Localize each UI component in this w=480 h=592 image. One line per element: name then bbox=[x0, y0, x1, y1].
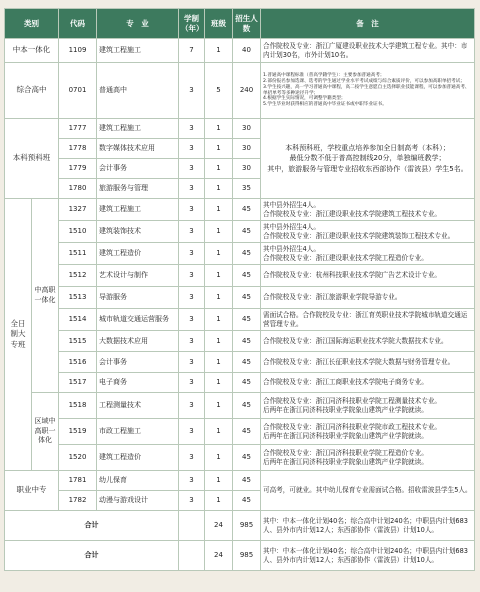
years-cell: 3 bbox=[179, 63, 205, 119]
classes-cell: 1 bbox=[205, 373, 233, 393]
code-cell: 1327 bbox=[59, 199, 97, 221]
note-cell: 合作院校及专业：浙江同济科技职业学院市政工程技术专业。 后两年在浙江同济科技职业学院象山建筑产业学院就读。 bbox=[261, 419, 475, 445]
table-row bbox=[5, 373, 475, 393]
num-cell: 45 bbox=[233, 445, 261, 471]
classes-cell: 1 bbox=[205, 491, 233, 511]
major-cell: 大数据技术应用 bbox=[97, 331, 179, 352]
num-cell: 45 bbox=[233, 287, 261, 309]
classes-cell: 1 bbox=[205, 179, 233, 199]
code-cell: 1515 bbox=[59, 331, 97, 352]
classes-cell: 1 bbox=[205, 419, 233, 445]
header-category: 类别 bbox=[5, 9, 59, 39]
code-cell: 1516 bbox=[59, 352, 97, 373]
num-cell: 40 bbox=[233, 39, 261, 63]
table-row bbox=[5, 331, 475, 352]
code-cell: 1109 bbox=[59, 39, 97, 63]
years-cell: 3 bbox=[179, 471, 205, 491]
total-note-cell: 其中：中本一体化计划40名；综合高中计划240名；中职县内计划683人、县外市内计划12人；东西部协作（雷波县）计划10人。 bbox=[261, 511, 475, 541]
code-cell: 0701 bbox=[59, 63, 97, 119]
classes-cell: 1 bbox=[205, 331, 233, 352]
note-cell: 其中县外招生4人。 合作院校及专业：浙江建设职业技术学院工程造价专业。 bbox=[261, 243, 475, 265]
major-cell: 艺术设计与制作 bbox=[97, 265, 179, 287]
classes-cell: 5 bbox=[205, 63, 233, 119]
total-classes-cell: 24 bbox=[205, 511, 233, 541]
years-cell: 3 bbox=[179, 309, 205, 331]
years-cell: 3 bbox=[179, 445, 205, 471]
num-cell: 30 bbox=[233, 119, 261, 139]
major-cell: 建筑工程造价 bbox=[97, 445, 179, 471]
classes-cell: 1 bbox=[205, 139, 233, 159]
classes-cell: 1 bbox=[205, 393, 233, 419]
num-cell: 45 bbox=[233, 393, 261, 419]
classes-cell: 1 bbox=[205, 221, 233, 243]
major-cell: 建筑工程造价 bbox=[97, 243, 179, 265]
total-years-cell bbox=[179, 511, 205, 541]
total-row bbox=[5, 541, 475, 571]
note-cell: 可高考，可就业。其中幼儿保育专业需面试合格。招收雷波县学生5人。 bbox=[261, 471, 475, 511]
total-row bbox=[5, 511, 475, 541]
major-cell: 建筑工程施工 bbox=[97, 119, 179, 139]
table-row bbox=[5, 63, 475, 119]
years-cell: 3 bbox=[179, 265, 205, 287]
major-cell: 建筑工程施工 bbox=[97, 199, 179, 221]
classes-cell: 1 bbox=[205, 445, 233, 471]
major-cell: 普通高中 bbox=[97, 63, 179, 119]
table-row bbox=[5, 39, 475, 63]
table-row bbox=[5, 243, 475, 265]
years-cell: 3 bbox=[179, 179, 205, 199]
note-cell: 合作院校及专业：浙江同济科技职业学院工程造价专业。 后两年在浙江同济科技职业学院象山建筑产业学院就读。 bbox=[261, 445, 475, 471]
enrollment-table-wrap bbox=[4, 8, 474, 571]
code-cell: 1518 bbox=[59, 393, 97, 419]
code-cell: 1514 bbox=[59, 309, 97, 331]
years-cell: 3 bbox=[179, 393, 205, 419]
note-cell: 合作院校及专业：浙江长征职业技术学院大数据与财务管理专业。 bbox=[261, 352, 475, 373]
years-cell: 3 bbox=[179, 139, 205, 159]
years-cell: 3 bbox=[179, 373, 205, 393]
num-cell: 45 bbox=[233, 309, 261, 331]
code-cell: 1512 bbox=[59, 265, 97, 287]
header-classes: 班级 bbox=[205, 9, 233, 39]
code-cell: 1513 bbox=[59, 287, 97, 309]
header-code: 代码 bbox=[59, 9, 97, 39]
major-cell: 市政工程施工 bbox=[97, 419, 179, 445]
note-cell: 合作院校及专业：浙江旅游职业学院导游专业。 bbox=[261, 287, 475, 309]
subcategory-cell: 中高职一体化 bbox=[32, 199, 59, 393]
note-cell: 其中县外招生4人。 合作院校及专业：浙江建设职业技术学院建筑工程技术专业。 bbox=[261, 199, 475, 221]
major-cell: 建筑工程施工 bbox=[97, 39, 179, 63]
num-cell: 45 bbox=[233, 331, 261, 352]
note-cell: 合作院校及专业：浙江国际海运职业技术学院大数据技术专业。 bbox=[261, 331, 475, 352]
note-cell: 需面试合格。合作院校及专业：浙江育英职业技术学院城市轨道交通运营管理专业。 bbox=[261, 309, 475, 331]
category-cell: 综合高中 bbox=[5, 63, 59, 119]
category-cell: 全日制大专班 bbox=[5, 199, 32, 471]
years-cell: 3 bbox=[179, 221, 205, 243]
total-years-cell bbox=[179, 541, 205, 571]
major-cell: 旅游服务与管理 bbox=[97, 179, 179, 199]
classes-cell: 1 bbox=[205, 199, 233, 221]
table-row bbox=[5, 287, 475, 309]
enrollment-table bbox=[4, 8, 475, 571]
years-cell: 3 bbox=[179, 243, 205, 265]
code-cell: 1777 bbox=[59, 119, 97, 139]
note-cell: 合作院校及专业：杭州科技职业技术学院广告艺术设计专业。 bbox=[261, 265, 475, 287]
code-cell: 1511 bbox=[59, 243, 97, 265]
years-cell: 3 bbox=[179, 287, 205, 309]
total-num-cell: 985 bbox=[233, 511, 261, 541]
code-cell: 1779 bbox=[59, 159, 97, 179]
header-notes: 备 注 bbox=[261, 9, 475, 39]
table-row bbox=[5, 199, 475, 221]
classes-cell: 1 bbox=[205, 39, 233, 63]
major-cell: 建筑装饰技术 bbox=[97, 221, 179, 243]
major-cell: 工程测量技术 bbox=[97, 393, 179, 419]
years-cell: 3 bbox=[179, 199, 205, 221]
classes-cell: 1 bbox=[205, 309, 233, 331]
header-years: 学制（年） bbox=[179, 9, 205, 39]
major-cell: 会计事务 bbox=[97, 159, 179, 179]
table-row bbox=[5, 265, 475, 287]
total-num-cell: 985 bbox=[233, 541, 261, 571]
classes-cell: 1 bbox=[205, 119, 233, 139]
table-row bbox=[5, 471, 475, 491]
table-row bbox=[5, 352, 475, 373]
num-cell: 35 bbox=[233, 179, 261, 199]
code-cell: 1782 bbox=[59, 491, 97, 511]
years-cell: 7 bbox=[179, 39, 205, 63]
category-cell: 职业中专 bbox=[5, 471, 59, 511]
major-cell: 导游服务 bbox=[97, 287, 179, 309]
header-major: 专 业 bbox=[97, 9, 179, 39]
years-cell: 3 bbox=[179, 491, 205, 511]
header-num: 招生人数 bbox=[233, 9, 261, 39]
major-cell: 动漫与游戏设计 bbox=[97, 491, 179, 511]
num-cell: 30 bbox=[233, 139, 261, 159]
classes-cell: 1 bbox=[205, 243, 233, 265]
major-cell: 会计事务 bbox=[97, 352, 179, 373]
classes-cell: 1 bbox=[205, 352, 233, 373]
code-cell: 1778 bbox=[59, 139, 97, 159]
num-cell: 45 bbox=[233, 199, 261, 221]
code-cell: 1520 bbox=[59, 445, 97, 471]
note-cell: 合作院校及专业：浙江广厦建设职业技术大学建筑工程专业。其中：市内计划30名，市外计划10名。 bbox=[261, 39, 475, 63]
years-cell: 3 bbox=[179, 159, 205, 179]
table-row bbox=[5, 309, 475, 331]
note-cell: 合作院校及专业：浙江工商职业技术学院电子商务专业。 bbox=[261, 373, 475, 393]
classes-cell: 1 bbox=[205, 471, 233, 491]
years-cell: 3 bbox=[179, 419, 205, 445]
classes-cell: 1 bbox=[205, 265, 233, 287]
category-cell: 中本一体化 bbox=[5, 39, 59, 63]
years-cell: 3 bbox=[179, 331, 205, 352]
note-cell: 合作院校及专业：浙江同济科技职业学院工程测量技术专业。 后两年在浙江同济科技职业学院象山建筑产业学院就读。 bbox=[261, 393, 475, 419]
major-cell: 电子商务 bbox=[97, 373, 179, 393]
major-cell: 城市轨道交通运营服务 bbox=[97, 309, 179, 331]
classes-cell: 1 bbox=[205, 287, 233, 309]
code-cell: 1510 bbox=[59, 221, 97, 243]
total-label: 合计 bbox=[5, 511, 179, 541]
num-cell: 45 bbox=[233, 243, 261, 265]
table-row bbox=[5, 393, 475, 419]
note-cell: 1.普通高中课程标准（普高学籍学生）：主要参加普通高考； 2.部份报名参加选课、选考的学生通过学业水平考试成绩与综合素质评价，可以参加高职单招考试； 3.学生按兴趣，高一学习普通高中课程，高二按学生意愿自主选择职业技能课程，可以参加普通高考、单招单考等多种途径升学； 4.根据学生实际情况，可调整学籍类型； 5.学生毕业时获得相应的普通高中毕业证书或中职毕业证书。 bbox=[261, 63, 475, 119]
code-cell: 1519 bbox=[59, 419, 97, 445]
table-row bbox=[5, 221, 475, 243]
note-cell: 本科预科班，学校重点培养参加全日制高考（本科）； 最低分数不低于普高控制线20分，单独编班教学； 其中，旅游服务与管理专业招收东西部协作（雷波县）学生5名。 bbox=[261, 119, 475, 199]
num-cell: 45 bbox=[233, 419, 261, 445]
table-row bbox=[5, 119, 475, 139]
num-cell: 45 bbox=[233, 221, 261, 243]
total-note-cell: 其中：中本一体化计划40名；综合高中计划240名；中职县内计划683人、县外市内计划12人；东西部协作（雷波县）计划10人。 bbox=[261, 541, 475, 571]
total-classes-cell: 24 bbox=[205, 541, 233, 571]
years-cell: 3 bbox=[179, 352, 205, 373]
category-cell: 本科预科班 bbox=[5, 119, 59, 199]
code-cell: 1781 bbox=[59, 471, 97, 491]
major-cell: 数字媒体技术应用 bbox=[97, 139, 179, 159]
years-cell: 3 bbox=[179, 119, 205, 139]
total-label: 合计 bbox=[5, 541, 179, 571]
subcategory-cell: 区域中高职一体化 bbox=[32, 393, 59, 471]
classes-cell: 1 bbox=[205, 159, 233, 179]
note-cell: 其中县外招生4人。 合作院校及专业：浙江建设职业技术学院建筑装饰工程技术专业。 bbox=[261, 221, 475, 243]
header-row bbox=[5, 9, 475, 39]
code-cell: 1517 bbox=[59, 373, 97, 393]
num-cell: 45 bbox=[233, 491, 261, 511]
num-cell: 45 bbox=[233, 471, 261, 491]
num-cell: 45 bbox=[233, 373, 261, 393]
major-cell: 幼儿保育 bbox=[97, 471, 179, 491]
num-cell: 240 bbox=[233, 63, 261, 119]
num-cell: 45 bbox=[233, 265, 261, 287]
table-row bbox=[5, 445, 475, 471]
num-cell: 30 bbox=[233, 159, 261, 179]
num-cell: 45 bbox=[233, 352, 261, 373]
table-row bbox=[5, 419, 475, 445]
code-cell: 1780 bbox=[59, 179, 97, 199]
